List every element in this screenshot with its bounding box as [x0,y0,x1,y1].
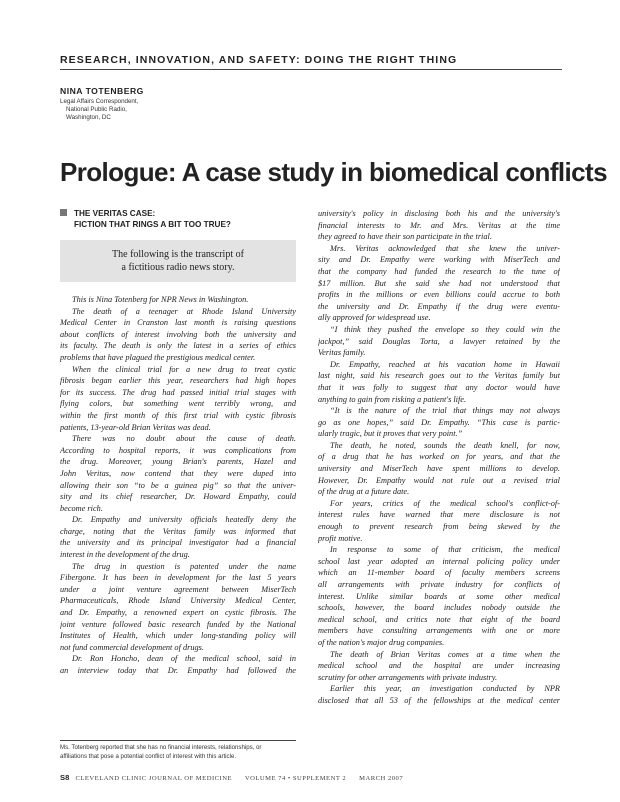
body-text-line: Veritas family. [318,348,366,358]
body-text-line: its faculty. The death is only the latest in a series of ethics [60,341,296,351]
transcript-callout [60,240,296,282]
page-footer [60,773,403,782]
body-text-line: The death of Brian Veritas comes at a time when the [330,649,560,659]
body-text-line: for its success. The drug had passed initial trial stages with [60,387,296,397]
section-heading-line: THE VERITAS CASE: [74,209,156,218]
body-text-line: financial interests to Mr. and Mrs. Veritas at the time [318,220,560,230]
body-text-line: and Dr. Empathy, a renowned expert on cystic fibrosis. The [60,608,296,618]
body-text-line: scrutiny for other arrangements with private industry. [318,672,498,682]
square-bullet-icon [60,209,67,216]
page-number: S8 [60,773,70,782]
body-text-line: Institutes of Health, which under long-standing policy will [60,631,296,641]
body-text-line: patients, 13-year-old Brian Veritas was dead. [60,422,211,432]
footnote-rule [60,740,296,741]
body-text-line: ularly tragic, but it proves that very point.” [318,429,463,439]
body-text-line: profit motive. [318,533,363,543]
body-text-line: fibrosis began earlier this year, researchers had high hopes [60,376,296,386]
body-text-line: interest. Unlike similar boards at some other medical [318,591,560,601]
author-affiliation-line: National Public Radio, [66,106,127,113]
body-text-line: interest rules have warned that mere disclosure is not [318,510,560,520]
body-text-line: the university and Dr. Empathy if the drug were eventu- [318,301,560,311]
body-text-line: This is Nina Totenberg for NPR News in Washington. [72,295,249,304]
header-rule [60,69,562,70]
body-text-line: of the drug at a future date. [318,487,410,497]
body-text-line: Pharmaceuticals, Rhode Island University Medical Center, [60,596,296,606]
footnote-line: Ms. Totenberg reported that she has no financial interests, relationships, or [60,744,262,751]
body-text-line: For years, critics of the medical school's conflict-of- [330,498,560,508]
journal-name: CLEVELAND CLINIC JOURNAL OF MEDICINE [75,775,233,782]
body-text-line: last night, said his research goes out to the Veritas family but [318,371,560,381]
body-text-line: members have consulting arrangements with one or more [318,626,560,636]
body-text-line: “It is the nature of the trial that things may not always [330,406,560,416]
body-text-line: under a joint venture agreement between MiserTech [60,584,296,594]
body-text-line: allowing their son “to be a guinea pig” so that the univer- [60,480,296,490]
body-text-line: the university and its principal investigator had a financial [60,538,296,548]
section-heading-line: FICTION THAT RINGS A BIT TOO TRUE? [74,220,231,229]
right-body-column [318,208,560,707]
page-title: Prologue: A case study in biomedical conflicts [60,157,607,187]
author-affiliation-line: Washington, DC [66,114,111,121]
body-text-line: Dr. Ron Honcho, dean of the medical school, said in [72,654,296,664]
body-text-line: problems that have plagued the prestigious medical center. [60,352,256,362]
body-text-line: Fibergone. It has been in development for the last 5 years [60,573,296,583]
body-text-line: “I think they pushed the envelope so they could win the [330,324,560,334]
body-text-line: sity and Dr. Empathy were working with MiserTech and [318,255,560,265]
body-text-line: jackpot,” said Douglas Torta, a lawyer retained by the [318,336,560,346]
body-text-line: medical school, and critics note that eight of the board [318,614,560,624]
author-name: NINA TOTENBERG [60,86,144,96]
body-text-line: sity and its chief researcher, Dr. Howard Empathy, could [60,492,296,502]
body-text-line: about conflicts of interest involving both the university and [60,329,296,339]
section-heading [60,208,231,230]
section-header: RESEARCH, INNOVATION, AND SAFETY: DOING THE RIGHT THING [60,54,458,66]
body-text-line: within the first month of this first trial with cystic fibrosis [60,410,296,420]
body-text-line: The death of a teenager at Rhode Island University [72,306,296,316]
body-text-line: they agreed to have their son participate in the trial. [318,232,492,242]
callout-line: a fictitious radio news story. [121,262,235,273]
footnote [60,744,261,761]
body-text-line: schools, however, the board includes nobody outside the [318,603,560,613]
body-text-line: ally approved for widespread use. [318,313,431,323]
volume-info: VOLUME 74 • SUPPLEMENT 2 [244,775,347,782]
body-text-line: university's policy in disclosing both his and the university's [318,209,560,218]
body-text-line: There was no doubt about the cause of death. [72,434,296,444]
body-text-line: not fund commercial development of drugs. [60,642,204,652]
author-affiliation-line: Legal Affairs Correspondent, [60,98,139,105]
body-text-line: school last year adopted an internal policing policy under [318,556,560,566]
body-text-line: interest in the development of the drug. [60,550,190,560]
left-body-column [60,294,296,677]
body-text-line: the drug. Moreover, young Brian's parents, Hazel and [60,457,296,467]
body-text-line: enough to prevent research from being skewed by the [318,522,560,532]
callout-line: The following is the transcript of [112,249,244,260]
body-text-line: According to hospital reports, it was complications from [60,445,296,455]
body-text-line: Mrs. Veritas acknowledged that she knew the univer- [330,243,560,253]
body-text-line: all arrangements with private industry for conflicts of [318,580,560,589]
body-text-line: The drug in question is patented under the name [72,561,296,571]
issue-date: MARCH 2007 [359,775,404,782]
body-text-line: Dr. Empathy and university officials heatedly deny the [72,515,296,525]
body-text-line: $17 million. But she said she had not understood that [318,278,560,288]
body-text-line: charge, noting that the Veritas family was informed that [60,526,296,536]
body-text-line: However, Dr. Empathy would not rule out a revised trial [318,475,560,485]
body-text-line: profits in the millions or even billions could accrue to both [318,290,560,300]
body-text-line: an interview today that Dr. Empathy had followed the [60,666,296,675]
body-text-line: joint venture followed basic research funded by the National [60,619,296,629]
body-text-line: which an 11-member board of faculty members screens [318,568,560,578]
body-text-line: disclosed that all 53 of the fellowships at the medical center [318,695,560,705]
body-text-line: of the nation's major drug companies. [318,637,445,647]
body-text-line: In response to some of that criticism, the medical [330,545,560,555]
body-text-line: When the clinical trial for a new drug to treat cystic [72,364,296,374]
body-text-line: that it was folly to suggest that any doctor would have [318,382,560,392]
body-text-line: become rich. [60,503,103,513]
body-text-line: The death, he noted, sounds the death knell, for now, [330,440,560,450]
body-text-line: Dr. Empathy, reached at his vacation home in Hawaii [330,359,560,369]
footnote-line: affiliations that pose a potential conflict of interest with this article. [60,752,237,760]
body-text-line: Earlier this year, an investigation conducted by NPR [330,684,560,694]
body-text-line: flying colors, but something went terribly wrong, and [60,399,296,409]
body-text-line: medical school and the hospital are under increasing [318,661,560,671]
body-text-line: of a drug that he has worked on for years, and that the [318,452,560,462]
body-text-line: anything to gain from risking a patient's life. [318,394,467,404]
body-text-line: John Veritas, now contend that they were duped into [60,468,296,478]
body-text-line: that the company had funded the research to the tune of [318,266,560,276]
body-text-line: university and MiserTech have spent millions to develop. [318,464,560,474]
body-text-line: Medical Center in Cranston last month is raising questions [60,318,296,328]
body-text-line: go as one hopes,” said Dr. Empathy. “This case is partic- [318,417,560,427]
